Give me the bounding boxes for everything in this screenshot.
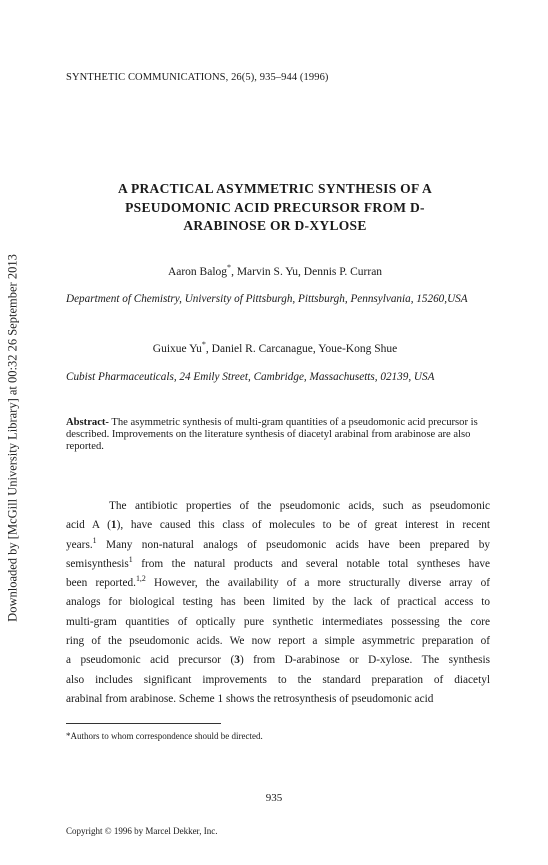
body-paragraph: The antibiotic properties of the pseudomonic acids, such as pseudomonic acid A (1), have caused this class of molecules to be of great interest in recent years.$^1$ Many non-natural analogs of pseudomonic acids have been prepared by semisynthesis$^1$ from the natural products and several notable total syntheses have been reported.$^{1,2}$ However, the availability of a more structurally diverse array of analogs for biological testing has been limited by the lack of practical access to multi-gram quantities of optically pure synthetic intermediates possessing the core ring of the pseudomonic acids. We now report a simple asymmetric preparation of a pseudomonic acid precursor (3) from D-arabinose or D-xylose. The synthesis also includes significant improvements to the standard preparation of diacetyl arabinal from arabinose. Scheme 1 shows the retrosynthesis of pseudomonic acid	[66, 500, 491, 705]
footnote-divider	[66, 723, 221, 724]
footnote: *Authors to whom correspondence should be directed.	[66, 731, 263, 741]
abstract-label: Abstract-	[66, 417, 109, 428]
download-watermark	[4, 238, 22, 638]
abstract-text: The asymmetric synthesis of multi-gram quantities of a pseudomonic acid precursor is described. Improvements on the literature synthesis of diacetyl arabinal from arabinose are also reported.	[66, 417, 478, 452]
affiliation-2: Cubist Pharmaceuticals, 24 Emily Street, Cambridge, Massachusetts, 02139, USA	[66, 371, 435, 383]
journal-header: SYNTHETIC COMMUNICATIONS, 26(5), 935–944 (1996)	[66, 72, 329, 83]
abstract	[66, 417, 490, 452]
affiliation-1: Department of Chemistry, University of Pittsburgh, Pittsburgh, Pennsylvania, 15260,USA	[66, 293, 468, 305]
download-watermark-text: Downloaded by [McGill University Library] at 00:32 26 September 2013	[5, 254, 20, 622]
page-number: 935	[265, 792, 283, 804]
copyright-notice: Copyright © 1996 by Marcel Dekker, Inc.	[66, 826, 218, 836]
title-line-3: ARABINOSE OR D-XYLOSE	[183, 218, 367, 233]
authors-group-1: Aaron Balog*, Marvin S. Yu, Dennis P. Curran	[167, 263, 383, 278]
paper-title	[60, 180, 490, 236]
title-line-2: PSEUDOMONIC ACID PRECURSOR FROM D-	[125, 199, 425, 215]
authors-group-2: Guixue Yu*, Daniel R. Carcanague, Youe-Kong Shue	[152, 340, 398, 355]
title-line-1: A PRACTICAL ASYMMETRIC SYNTHESIS OF A	[117, 181, 433, 196]
